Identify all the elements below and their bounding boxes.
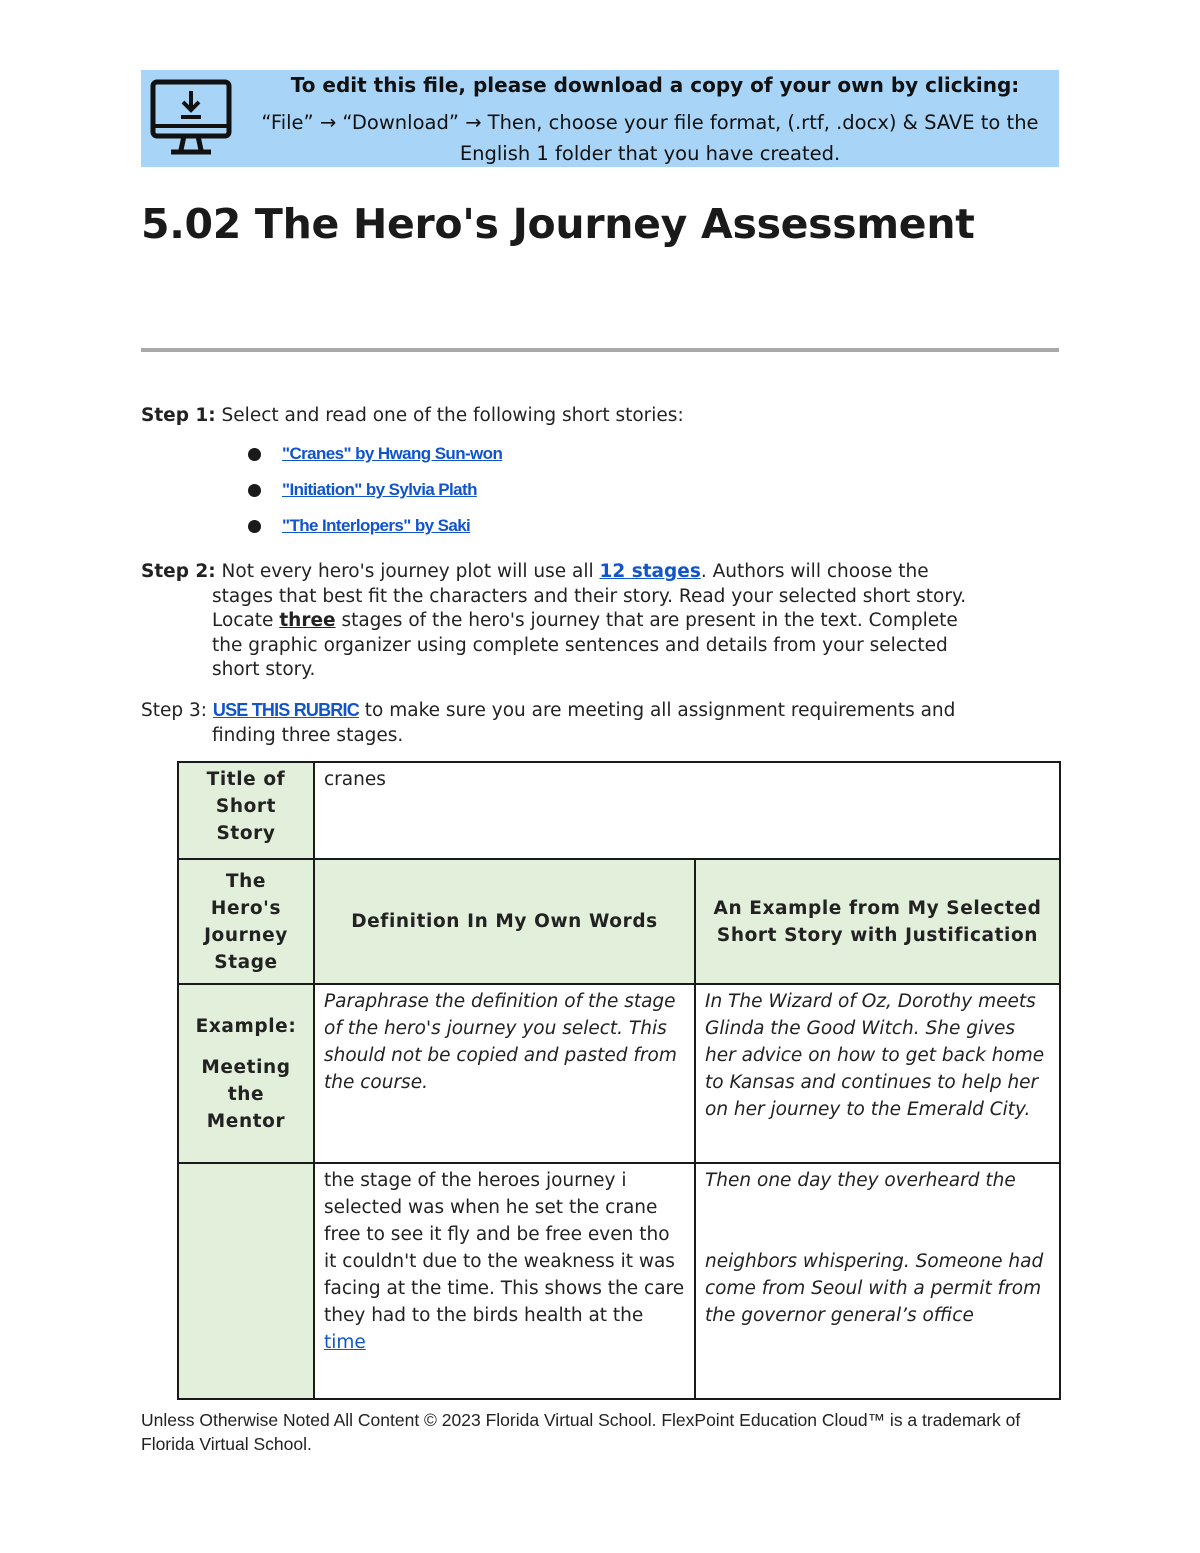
table-row: [178, 762, 1060, 859]
step-3-label: Step 3:: [141, 700, 213, 721]
step-2-line: short story.: [212, 659, 316, 680]
example-stage-name: Meeting the Mentor: [201, 1056, 291, 1132]
title-divider: [141, 348, 1059, 352]
stage-header: The Hero's Journey Stage: [178, 859, 314, 984]
table-row: [178, 984, 1060, 1163]
list-item: [248, 508, 502, 544]
rubric-link[interactable]: USE THIS RUBRIC: [212, 700, 359, 720]
step-1: [141, 404, 684, 429]
twelve-stages-link[interactable]: 12 stages: [599, 561, 701, 582]
example-definition-text: Paraphrase the definition of the stage of the hero's journey you select. This should not be copied and pasted from the course.: [324, 991, 677, 1093]
step-2: [141, 560, 966, 683]
story-link-initiation[interactable]: "Initiation" by Sylvia Plath: [282, 480, 477, 499]
step-2-line: stages that best fit the characters and their story. Read your selected short story.: [212, 585, 967, 607]
banner-instructions: [241, 107, 1059, 169]
title-label-cell: Title of Short Story: [178, 762, 314, 859]
example-example-text: In The Wizard of Oz, Dorothy meets Glinda the Good Witch. She gives her advice on how to get back home to Kansas and continues to help her on her journey to the Emerald City.: [705, 991, 1045, 1120]
step-2-line: [141, 609, 966, 634]
banner-heading: To edit this file, please download a copy of your own by clicking:: [290, 73, 1020, 97]
definition-text: the stage of the heroes journey i selected was when he set the crane free to see it fly and be free even tho it couldn't due to the weakness it was facing at the time. This shows the care they had to the birds health at the: [324, 1170, 685, 1326]
bullet-icon: [248, 448, 261, 461]
bullet-icon: [248, 484, 261, 497]
example-definition-cell: [314, 984, 695, 1163]
stage-cell[interactable]: [178, 1163, 314, 1399]
banner-line-2: “File” → “Download” → Then, choose your file format, (.rtf, .docx) & SAVE to the: [261, 111, 1039, 134]
page-title: 5.02 The Hero's Journey Assessment: [141, 200, 975, 248]
example-label: Example:: [195, 1015, 297, 1037]
definition-cell[interactable]: [314, 1163, 695, 1399]
step-2-text: Locate: [212, 610, 280, 631]
step-3-line: finding three stages.: [212, 724, 404, 746]
step-2-line: the graphic organizer using complete sentences and details from your selected: [212, 634, 948, 656]
example-example-cell: [695, 984, 1060, 1163]
example-stage-cell: [178, 984, 314, 1163]
step-2-text: . Authors will choose the: [700, 561, 929, 582]
copyright-footer: Unless Otherwise Noted All Content © 2023 Florida Virtual School. FlexPoint Education Cloud™ is a trademark of Florida Virtual School.: [141, 1410, 1021, 1454]
step-3-text: to make sure you are meeting all assignment requirements and: [358, 700, 956, 721]
example-text-a: Then one day they overheard the: [705, 1170, 1016, 1191]
bullet-icon: [248, 520, 261, 533]
list-item: [248, 436, 502, 472]
story-link-cranes[interactable]: "Cranes" by Hwang Sun-won: [282, 444, 503, 463]
step-2-text: Not every hero's journey plot will use all: [215, 561, 600, 582]
step-2-label: Step 2:: [141, 561, 216, 582]
step-1-label: Step 1:: [141, 405, 216, 426]
time-link[interactable]: time: [324, 1332, 366, 1353]
banner-line-3: English 1 folder that you have created.: [459, 142, 841, 165]
list-item: [248, 472, 502, 508]
example-cell[interactable]: [695, 1163, 1060, 1399]
step-1-text: Select and read one of the following short stories:: [215, 405, 684, 426]
three-emphasis: three: [279, 610, 336, 631]
step-2-text: stages of the hero's journey that are present in the text. Complete: [335, 610, 958, 631]
example-text-b: neighbors whispering. Someone had come from Seoul with a permit from the governor general’s office: [705, 1251, 1044, 1326]
graphic-organizer-table: [177, 761, 1061, 1400]
table-row: [178, 859, 1060, 984]
definition-header: Definition In My Own Words: [314, 859, 695, 984]
example-header: An Example from My Selected Short Story with Justification: [695, 859, 1060, 984]
story-link-interlopers[interactable]: "The Interlopers" by Saki: [282, 516, 471, 535]
monitor-download-icon: [149, 76, 233, 160]
story-list: [248, 436, 502, 544]
download-instructions-banner: [141, 70, 1059, 167]
title-value-cell[interactable]: cranes: [314, 762, 1060, 859]
table-row: [178, 1163, 1060, 1399]
step-3: [141, 698, 955, 748]
